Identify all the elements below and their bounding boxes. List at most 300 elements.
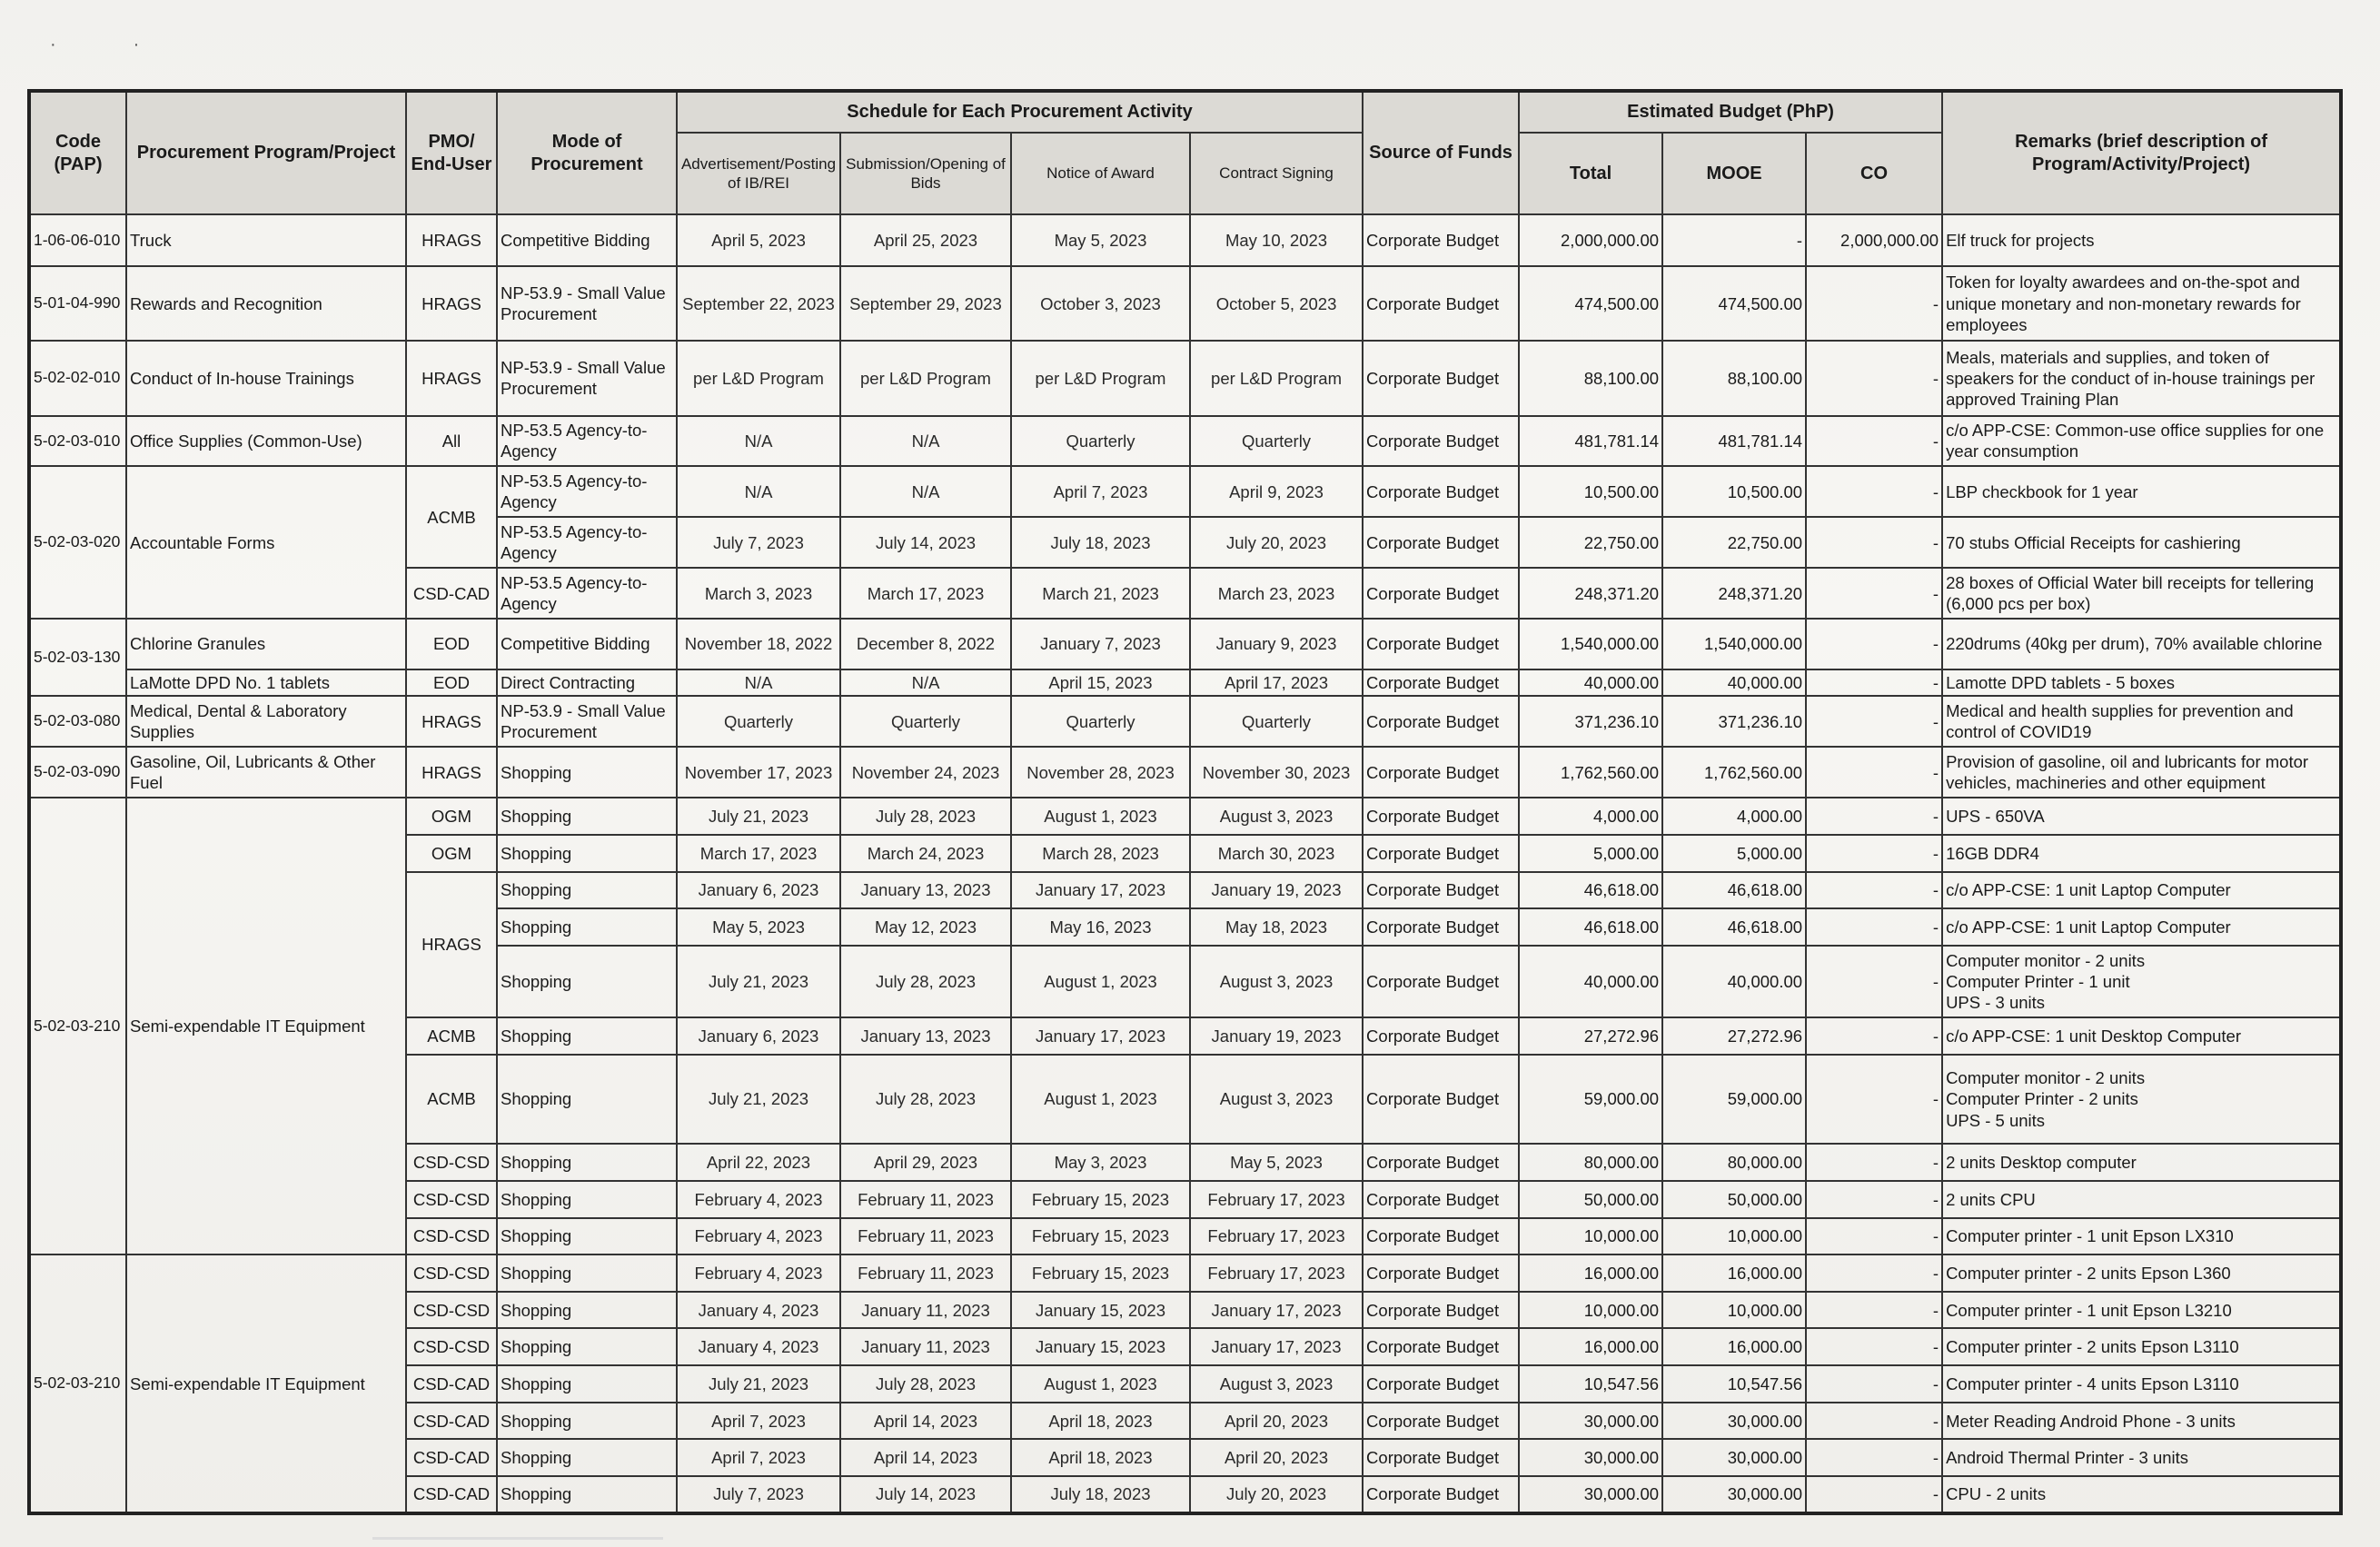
cell-notice-of-award: per L&D Program [1011, 341, 1190, 415]
cell-notice-of-award: July 18, 2023 [1011, 517, 1190, 568]
header-pmo: PMO/ End-User [406, 91, 497, 214]
cell-pmo: CSD-CSD [406, 1181, 497, 1218]
cell-submission: September 29, 2023 [840, 266, 1011, 341]
cell-submission: July 28, 2023 [840, 1055, 1011, 1145]
cell-notice-of-award: May 5, 2023 [1011, 214, 1190, 266]
cell-mode: Shopping [497, 1328, 677, 1365]
cell-source-of-funds: Corporate Budget [1363, 568, 1519, 619]
cell-mooe: 30,000.00 [1662, 1476, 1806, 1513]
cell-pmo: HRAGS [406, 266, 497, 341]
cell-remarks [1942, 1328, 2341, 1365]
cell-total: 10,000.00 [1519, 1218, 1662, 1255]
cell-submission: January 13, 2023 [840, 1017, 1011, 1055]
cell-mooe: 4,000.00 [1662, 798, 1806, 835]
cell-pmo: CSD-CSD [406, 1144, 497, 1181]
scan-specks: · · [50, 35, 140, 55]
header-total: Total [1519, 133, 1662, 214]
table-row [29, 747, 2341, 798]
scan-edge-mark [372, 1537, 663, 1540]
cell-contract-signing: April 9, 2023 [1190, 466, 1363, 517]
cell-contract-signing: August 3, 2023 [1190, 1365, 1363, 1403]
header-submission: Submission/Opening of Bids [840, 133, 1011, 214]
remarks-line: c/o APP-CSE: 1 unit Laptop Computer [1946, 880, 2231, 900]
header-contract: Contract Signing [1190, 133, 1363, 214]
cell-source-of-funds: Corporate Budget [1363, 466, 1519, 517]
remarks-line: Token for loyalty awardees and on-the-spot and unique monetary and non-monetary rewards for employees [1946, 273, 2301, 334]
cell-notice-of-award: Quarterly [1011, 696, 1190, 747]
cell-notice-of-award: July 18, 2023 [1011, 1476, 1190, 1513]
cell-contract-signing: February 17, 2023 [1190, 1218, 1363, 1255]
cell-contract-signing: May 18, 2023 [1190, 908, 1363, 946]
cell-contract-signing: May 10, 2023 [1190, 214, 1363, 266]
cell-advertisement: January 4, 2023 [677, 1292, 840, 1329]
cell-remarks [1942, 1254, 2341, 1292]
remarks-line: c/o APP-CSE: Common-use office supplies for one year consumption [1946, 421, 2325, 461]
cell-notice-of-award: February 15, 2023 [1011, 1181, 1190, 1218]
cell-contract-signing: January 19, 2023 [1190, 1017, 1363, 1055]
cell-contract-signing: March 23, 2023 [1190, 568, 1363, 619]
cell-source-of-funds: Corporate Budget [1363, 1328, 1519, 1365]
cell-contract-signing: August 3, 2023 [1190, 1055, 1363, 1145]
cell-notice-of-award: March 28, 2023 [1011, 835, 1190, 872]
cell-remarks [1942, 619, 2341, 669]
cell-total: 50,000.00 [1519, 1181, 1662, 1218]
cell-submission: Quarterly [840, 696, 1011, 747]
cell-program: Medical, Dental & Laboratory Supplies [126, 696, 406, 747]
cell-remarks [1942, 835, 2341, 872]
cell-pmo: ACMB [406, 1017, 497, 1055]
cell-source-of-funds: Corporate Budget [1363, 946, 1519, 1017]
cell-remarks [1942, 1017, 2341, 1055]
cell-co: - [1806, 1365, 1942, 1403]
remarks-line: Computer printer - 4 units Epson L3110 [1946, 1373, 2239, 1393]
remarks-line: 28 boxes of Official Water bill receipts for tellering (6,000 pcs per box) [1946, 573, 2315, 614]
remarks-line: UPS - 650VA [1946, 806, 2045, 826]
cell-total: 481,781.14 [1519, 416, 1662, 467]
cell-source-of-funds: Corporate Budget [1363, 619, 1519, 669]
cell-notice-of-award: January 15, 2023 [1011, 1328, 1190, 1365]
cell-co: - [1806, 908, 1942, 946]
remarks-line: Lamotte DPD tablets - 5 boxes [1946, 673, 2175, 693]
cell-remarks [1942, 1181, 2341, 1218]
cell-contract-signing: October 5, 2023 [1190, 266, 1363, 341]
cell-source-of-funds: Corporate Budget [1363, 517, 1519, 568]
cell-mooe: 10,500.00 [1662, 466, 1806, 517]
table-row [29, 619, 2341, 669]
cell-contract-signing: Quarterly [1190, 416, 1363, 467]
cell-mooe: 10,000.00 [1662, 1292, 1806, 1329]
cell-co: - [1806, 1144, 1942, 1181]
header-co: CO [1806, 133, 1942, 214]
cell-mooe: 474,500.00 [1662, 266, 1806, 341]
cell-submission: N/A [840, 416, 1011, 467]
cell-source-of-funds: Corporate Budget [1363, 1218, 1519, 1255]
cell-notice-of-award: January 7, 2023 [1011, 619, 1190, 669]
cell-notice-of-award: February 15, 2023 [1011, 1254, 1190, 1292]
cell-remarks [1942, 341, 2341, 415]
remarks-line: LBP checkbook for 1 year [1946, 481, 2138, 501]
cell-submission: July 28, 2023 [840, 1365, 1011, 1403]
cell-pmo: HRAGS [406, 341, 497, 415]
remarks-line: 2 units Desktop computer [1946, 1153, 2137, 1173]
cell-pmo: CSD-CSD [406, 1292, 497, 1329]
table-row [29, 341, 2341, 415]
cell-total: 1,762,560.00 [1519, 747, 1662, 798]
header-remarks: Remarks (brief description of Program/Activity/Project) [1942, 91, 2341, 214]
cell-mode: Direct Contracting [497, 669, 677, 696]
cell-advertisement: November 18, 2022 [677, 619, 840, 669]
table-row [29, 266, 2341, 341]
cell-advertisement: April 7, 2023 [677, 1439, 840, 1476]
cell-submission: July 28, 2023 [840, 798, 1011, 835]
table-row [29, 696, 2341, 747]
cell-contract-signing: January 19, 2023 [1190, 872, 1363, 909]
cell-remarks [1942, 798, 2341, 835]
cell-mooe: 40,000.00 [1662, 669, 1806, 696]
cell-remarks [1942, 747, 2341, 798]
remarks-line: CPU - 2 units [1946, 1484, 2047, 1504]
cell-co: - [1806, 747, 1942, 798]
cell-contract-signing: July 20, 2023 [1190, 517, 1363, 568]
cell-total: 248,371.20 [1519, 568, 1662, 619]
cell-contract-signing: January 17, 2023 [1190, 1292, 1363, 1329]
cell-remarks [1942, 1403, 2341, 1440]
cell-notice-of-award: April 18, 2023 [1011, 1439, 1190, 1476]
cell-notice-of-award: January 15, 2023 [1011, 1292, 1190, 1329]
cell-mooe: 59,000.00 [1662, 1055, 1806, 1145]
cell-advertisement: N/A [677, 416, 840, 467]
cell-contract-signing: per L&D Program [1190, 341, 1363, 415]
cell-mooe: 30,000.00 [1662, 1403, 1806, 1440]
cell-notice-of-award: November 28, 2023 [1011, 747, 1190, 798]
remarks-line: Meals, materials and supplies, and token of speakers for the conduct of in-house trainings per approved Training Plan [1946, 347, 2316, 409]
cell-notice-of-award: April 7, 2023 [1011, 466, 1190, 517]
cell-contract-signing: August 3, 2023 [1190, 946, 1363, 1017]
cell-code: 5-02-03-210 [29, 798, 126, 1254]
remarks-line: Computer printer - 1 unit Epson LX310 [1946, 1226, 2234, 1246]
cell-co: - [1806, 416, 1942, 467]
cell-co: 2,000,000.00 [1806, 214, 1942, 266]
cell-notice-of-award: April 15, 2023 [1011, 669, 1190, 696]
cell-notice-of-award: March 21, 2023 [1011, 568, 1190, 619]
remarks-line: Computer Printer - 2 units [1946, 1089, 2138, 1109]
remarks-line: Computer printer - 2 units Epson L360 [1946, 1263, 2231, 1283]
cell-pmo: CSD-CSD [406, 1328, 497, 1365]
cell-mode: Shopping [497, 747, 677, 798]
cell-submission: per L&D Program [840, 341, 1011, 415]
cell-mooe: 88,100.00 [1662, 341, 1806, 415]
cell-notice-of-award: August 1, 2023 [1011, 946, 1190, 1017]
header-program: Procurement Program/Project [126, 91, 406, 214]
cell-mooe: 5,000.00 [1662, 835, 1806, 872]
cell-submission: July 14, 2023 [840, 517, 1011, 568]
cell-pmo: HRAGS [406, 747, 497, 798]
cell-source-of-funds: Corporate Budget [1363, 872, 1519, 909]
header-mooe: MOOE [1662, 133, 1806, 214]
cell-submission: January 13, 2023 [840, 872, 1011, 909]
cell-co: - [1806, 341, 1942, 415]
cell-notice-of-award: January 17, 2023 [1011, 872, 1190, 909]
remarks-line: 70 stubs Official Receipts for cashiering [1946, 532, 2241, 552]
cell-mode: NP-53.9 - Small Value Procurement [497, 341, 677, 415]
cell-code: 1-06-06-010 [29, 214, 126, 266]
cell-advertisement: January 6, 2023 [677, 1017, 840, 1055]
cell-contract-signing: November 30, 2023 [1190, 747, 1363, 798]
cell-total: 30,000.00 [1519, 1476, 1662, 1513]
cell-source-of-funds: Corporate Budget [1363, 798, 1519, 835]
cell-remarks [1942, 1365, 2341, 1403]
cell-program: Truck [126, 214, 406, 266]
cell-submission: April 29, 2023 [840, 1144, 1011, 1181]
cell-program: Conduct of In-house Trainings [126, 341, 406, 415]
cell-total: 16,000.00 [1519, 1328, 1662, 1365]
cell-source-of-funds: Corporate Budget [1363, 341, 1519, 415]
cell-submission: February 11, 2023 [840, 1218, 1011, 1255]
cell-pmo: OGM [406, 798, 497, 835]
cell-remarks [1942, 416, 2341, 467]
cell-co: - [1806, 517, 1942, 568]
cell-contract-signing: February 17, 2023 [1190, 1181, 1363, 1218]
cell-total: 27,272.96 [1519, 1017, 1662, 1055]
cell-pmo: HRAGS [406, 214, 497, 266]
cell-mooe: 10,547.56 [1662, 1365, 1806, 1403]
cell-code: 5-01-04-990 [29, 266, 126, 341]
cell-advertisement: April 5, 2023 [677, 214, 840, 266]
cell-co: - [1806, 619, 1942, 669]
table-row [29, 1254, 2341, 1292]
cell-co: - [1806, 1181, 1942, 1218]
cell-advertisement: January 6, 2023 [677, 872, 840, 909]
cell-source-of-funds: Corporate Budget [1363, 835, 1519, 872]
cell-submission: January 11, 2023 [840, 1328, 1011, 1365]
cell-source-of-funds: Corporate Budget [1363, 1055, 1519, 1145]
cell-co: - [1806, 835, 1942, 872]
cell-mode: Shopping [497, 1254, 677, 1292]
cell-contract-signing: April 20, 2023 [1190, 1403, 1363, 1440]
cell-code: 5-02-03-010 [29, 416, 126, 467]
remarks-line: Meter Reading Android Phone - 3 units [1946, 1411, 2236, 1431]
cell-contract-signing: March 30, 2023 [1190, 835, 1363, 872]
cell-mode: NP-53.5 Agency-to-Agency [497, 517, 677, 568]
cell-mooe: 27,272.96 [1662, 1017, 1806, 1055]
cell-submission: April 14, 2023 [840, 1403, 1011, 1440]
cell-mooe: 1,540,000.00 [1662, 619, 1806, 669]
cell-source-of-funds: Corporate Budget [1363, 1254, 1519, 1292]
cell-mode: Shopping [497, 1055, 677, 1145]
remarks-line: UPS - 5 units [1946, 1110, 2046, 1130]
cell-total: 10,500.00 [1519, 466, 1662, 517]
cell-co: - [1806, 872, 1942, 909]
cell-pmo: OGM [406, 835, 497, 872]
cell-mode: Shopping [497, 946, 677, 1017]
table-body [29, 214, 2341, 1513]
header-code: Code (PAP) [29, 91, 126, 214]
cell-mode: Shopping [497, 1181, 677, 1218]
cell-pmo: CSD-CSD [406, 1254, 497, 1292]
cell-notice-of-award: August 1, 2023 [1011, 1055, 1190, 1145]
cell-source-of-funds: Corporate Budget [1363, 1292, 1519, 1329]
cell-submission: July 28, 2023 [840, 946, 1011, 1017]
cell-notice-of-award: May 3, 2023 [1011, 1144, 1190, 1181]
cell-contract-signing: April 17, 2023 [1190, 669, 1363, 696]
cell-co: - [1806, 696, 1942, 747]
cell-total: 1,540,000.00 [1519, 619, 1662, 669]
cell-co: - [1806, 1017, 1942, 1055]
table-row [29, 214, 2341, 266]
header-notice: Notice of Award [1011, 133, 1190, 214]
cell-mode: Shopping [497, 1476, 677, 1513]
cell-contract-signing: April 20, 2023 [1190, 1439, 1363, 1476]
header-mode: Mode of Procurement [497, 91, 677, 214]
cell-mooe: 80,000.00 [1662, 1144, 1806, 1181]
cell-advertisement: N/A [677, 466, 840, 517]
cell-advertisement: April 7, 2023 [677, 1403, 840, 1440]
cell-co: - [1806, 798, 1942, 835]
cell-pmo: CSD-CSD [406, 1218, 497, 1255]
cell-contract-signing: May 5, 2023 [1190, 1144, 1363, 1181]
remarks-line: Android Thermal Printer - 3 units [1946, 1448, 2189, 1468]
cell-advertisement: February 4, 2023 [677, 1181, 840, 1218]
cell-total: 88,100.00 [1519, 341, 1662, 415]
cell-submission: February 11, 2023 [840, 1254, 1011, 1292]
cell-advertisement: July 21, 2023 [677, 1055, 840, 1145]
cell-submission: November 24, 2023 [840, 747, 1011, 798]
cell-advertisement: May 5, 2023 [677, 908, 840, 946]
cell-co: - [1806, 1218, 1942, 1255]
remarks-line: c/o APP-CSE: 1 unit Laptop Computer [1946, 917, 2231, 937]
cell-advertisement: January 4, 2023 [677, 1328, 840, 1365]
cell-mooe: 46,618.00 [1662, 872, 1806, 909]
cell-remarks [1942, 466, 2341, 517]
cell-total: 80,000.00 [1519, 1144, 1662, 1181]
cell-remarks [1942, 946, 2341, 1017]
cell-mooe: 16,000.00 [1662, 1328, 1806, 1365]
cell-submission: April 14, 2023 [840, 1439, 1011, 1476]
cell-mode: Shopping [497, 1017, 677, 1055]
cell-co: - [1806, 1403, 1942, 1440]
cell-total: 46,618.00 [1519, 908, 1662, 946]
cell-program: LaMotte DPD No. 1 tablets [126, 669, 406, 696]
cell-co: - [1806, 266, 1942, 341]
cell-submission: July 14, 2023 [840, 1476, 1011, 1513]
cell-notice-of-award: January 17, 2023 [1011, 1017, 1190, 1055]
cell-source-of-funds: Corporate Budget [1363, 266, 1519, 341]
table-row [29, 669, 2341, 696]
remarks-line: 2 units CPU [1946, 1189, 2036, 1209]
cell-co: - [1806, 1476, 1942, 1513]
cell-total: 46,618.00 [1519, 872, 1662, 909]
cell-mode: Shopping [497, 798, 677, 835]
table-row [29, 798, 2341, 835]
cell-advertisement: July 21, 2023 [677, 946, 840, 1017]
cell-program: Office Supplies (Common-Use) [126, 416, 406, 467]
cell-total: 59,000.00 [1519, 1055, 1662, 1145]
procurement-plan-table [27, 89, 2343, 1515]
cell-mooe: - [1662, 214, 1806, 266]
cell-remarks [1942, 1292, 2341, 1329]
cell-advertisement: July 7, 2023 [677, 1476, 840, 1513]
cell-remarks [1942, 517, 2341, 568]
cell-program: Rewards and Recognition [126, 266, 406, 341]
cell-co: - [1806, 568, 1942, 619]
cell-mooe: 30,000.00 [1662, 1439, 1806, 1476]
remarks-line: Computer monitor - 2 units [1946, 950, 2146, 970]
cell-advertisement: February 4, 2023 [677, 1254, 840, 1292]
cell-pmo: CSD-CAD [406, 1439, 497, 1476]
cell-notice-of-award: Quarterly [1011, 416, 1190, 467]
remarks-line: Medical and health supplies for prevention and control of COVID19 [1946, 701, 2294, 742]
remarks-line: Elf truck for projects [1946, 230, 2095, 250]
cell-mode: NP-53.5 Agency-to-Agency [497, 568, 677, 619]
cell-source-of-funds: Corporate Budget [1363, 1017, 1519, 1055]
cell-mode: NP-53.5 Agency-to-Agency [497, 416, 677, 467]
cell-submission: March 17, 2023 [840, 568, 1011, 619]
cell-code: 5-02-03-130 [29, 619, 126, 696]
cell-total: 16,000.00 [1519, 1254, 1662, 1292]
cell-mode: Shopping [497, 1403, 677, 1440]
cell-co: - [1806, 1439, 1942, 1476]
cell-code: 5-02-03-020 [29, 466, 126, 619]
remarks-line: Computer monitor - 2 units [1946, 1068, 2146, 1088]
cell-remarks [1942, 872, 2341, 909]
cell-remarks [1942, 1144, 2341, 1181]
cell-co: - [1806, 1254, 1942, 1292]
cell-mode: Shopping [497, 1365, 677, 1403]
cell-submission: February 11, 2023 [840, 1181, 1011, 1218]
cell-contract-signing: February 17, 2023 [1190, 1254, 1363, 1292]
cell-remarks [1942, 696, 2341, 747]
cell-advertisement: April 22, 2023 [677, 1144, 840, 1181]
remarks-line: 220drums (40kg per drum), 70% available chlorine [1946, 634, 2323, 654]
header-advertisement: Advertisement/Posting of IB/REI [677, 133, 840, 214]
cell-advertisement: November 17, 2023 [677, 747, 840, 798]
cell-submission: December 8, 2022 [840, 619, 1011, 669]
cell-total: 10,547.56 [1519, 1365, 1662, 1403]
cell-remarks [1942, 214, 2341, 266]
cell-pmo: CSD-CAD [406, 1365, 497, 1403]
cell-total: 22,750.00 [1519, 517, 1662, 568]
cell-code: 5-02-03-080 [29, 696, 126, 747]
cell-submission: March 24, 2023 [840, 835, 1011, 872]
cell-program: Semi-expendable IT Equipment [126, 798, 406, 1254]
cell-co: - [1806, 669, 1942, 696]
header-budget-group: Estimated Budget (PhP) [1519, 91, 1942, 133]
cell-submission: N/A [840, 669, 1011, 696]
cell-mooe: 481,781.14 [1662, 416, 1806, 467]
remarks-line: Computer printer - 2 units Epson L3110 [1946, 1337, 2239, 1357]
remarks-line: c/o APP-CSE: 1 unit Desktop Computer [1946, 1026, 2241, 1046]
table-row [29, 466, 2341, 517]
cell-contract-signing: January 17, 2023 [1190, 1328, 1363, 1365]
cell-contract-signing: January 9, 2023 [1190, 619, 1363, 669]
cell-notice-of-award: April 18, 2023 [1011, 1403, 1190, 1440]
cell-mode: Shopping [497, 1218, 677, 1255]
cell-remarks [1942, 1218, 2341, 1255]
remarks-line: UPS - 3 units [1946, 992, 2046, 1012]
cell-pmo: ACMB [406, 466, 497, 568]
cell-source-of-funds: Corporate Budget [1363, 669, 1519, 696]
cell-remarks [1942, 568, 2341, 619]
cell-pmo: HRAGS [406, 696, 497, 747]
header-source: Source of Funds [1363, 91, 1519, 214]
cell-co: - [1806, 946, 1942, 1017]
cell-total: 4,000.00 [1519, 798, 1662, 835]
cell-total: 40,000.00 [1519, 669, 1662, 696]
cell-total: 5,000.00 [1519, 835, 1662, 872]
cell-remarks [1942, 669, 2341, 696]
cell-source-of-funds: Corporate Budget [1363, 214, 1519, 266]
cell-pmo: EOD [406, 619, 497, 669]
